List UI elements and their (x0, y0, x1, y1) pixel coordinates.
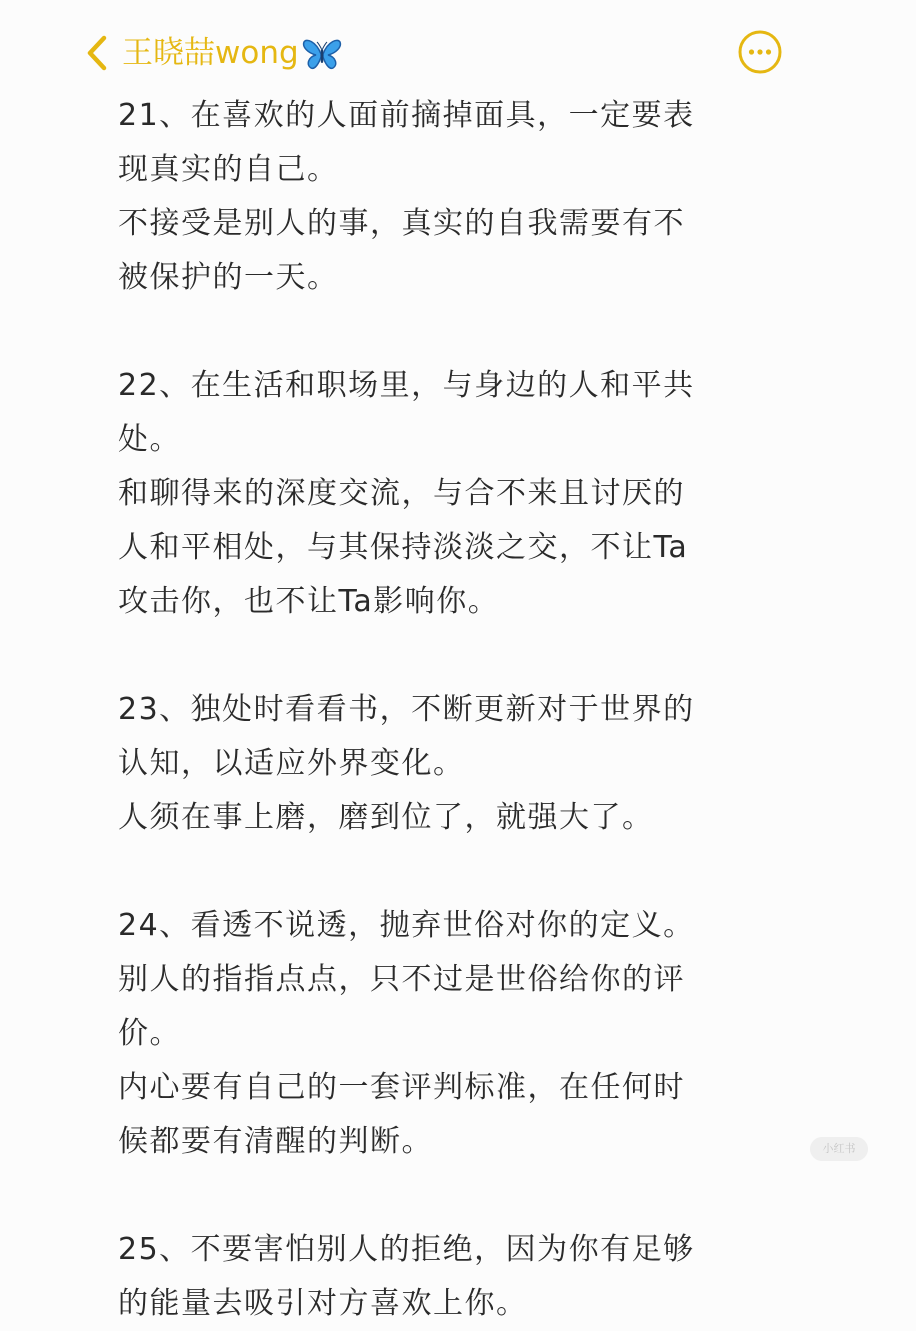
note-line: 23、独处时看看书，不断更新对于世界的 (118, 692, 695, 727)
paragraph-gap (118, 629, 758, 683)
note-folder-title[interactable] (122, 30, 342, 76)
note-line: 人和平相处，与其保持淡淡之交，不让Ta (118, 530, 689, 565)
more-options-button[interactable] (737, 29, 783, 75)
note-line: 价。 (118, 1016, 181, 1051)
paragraph-gap (118, 1169, 758, 1223)
title-text: 王晓喆wong (122, 35, 299, 71)
navigation-bar (0, 0, 916, 100)
note-line: 别人的指指点点，只不过是世俗给你的评 (118, 962, 685, 997)
back-button[interactable] (82, 30, 342, 76)
note-line: 攻击你，也不让Ta影响你。 (118, 584, 500, 619)
note-line: 内心要有自己的一套评判标准，在任何时 (118, 1070, 685, 1105)
xiaohongshu-watermark: 小红书 (810, 1137, 868, 1161)
note-line: 认知，以适应外界变化。 (118, 746, 465, 781)
note-line: 25、不要害怕别人的拒绝，因为你有足够 (118, 1232, 695, 1267)
note-line: 被保护的一天。 (118, 260, 339, 295)
note-line: 人须在事上磨，磨到位了，就强大了。 (118, 800, 654, 835)
note-line: 现真实的自己。 (118, 152, 339, 187)
note-line: 和聊得来的深度交流，与合不来且讨厌的 (118, 476, 685, 511)
note-line: 的能量去吸引对方喜欢上你。 (118, 1286, 528, 1321)
note-line: 处。 (118, 422, 181, 457)
paragraph-gap (118, 845, 758, 899)
note-line: 候都要有清醒的判断。 (118, 1124, 433, 1159)
note-line: 22、在生活和职场里，与身边的人和平共 (118, 368, 695, 403)
butterfly-icon (302, 37, 342, 73)
note-line: 不接受是别人的事，真实的自我需要有不 (118, 206, 685, 241)
note-body[interactable] (118, 89, 758, 1331)
chevron-left-icon[interactable] (82, 33, 112, 73)
note-line: 24、看透不说透，抛弃世俗对你的定义。 (118, 908, 695, 943)
more-horizontal-circle-icon (740, 32, 780, 72)
paragraph-gap (118, 305, 758, 359)
note-line: 21、在喜欢的人面前摘掉面具，一定要表 (118, 98, 695, 133)
